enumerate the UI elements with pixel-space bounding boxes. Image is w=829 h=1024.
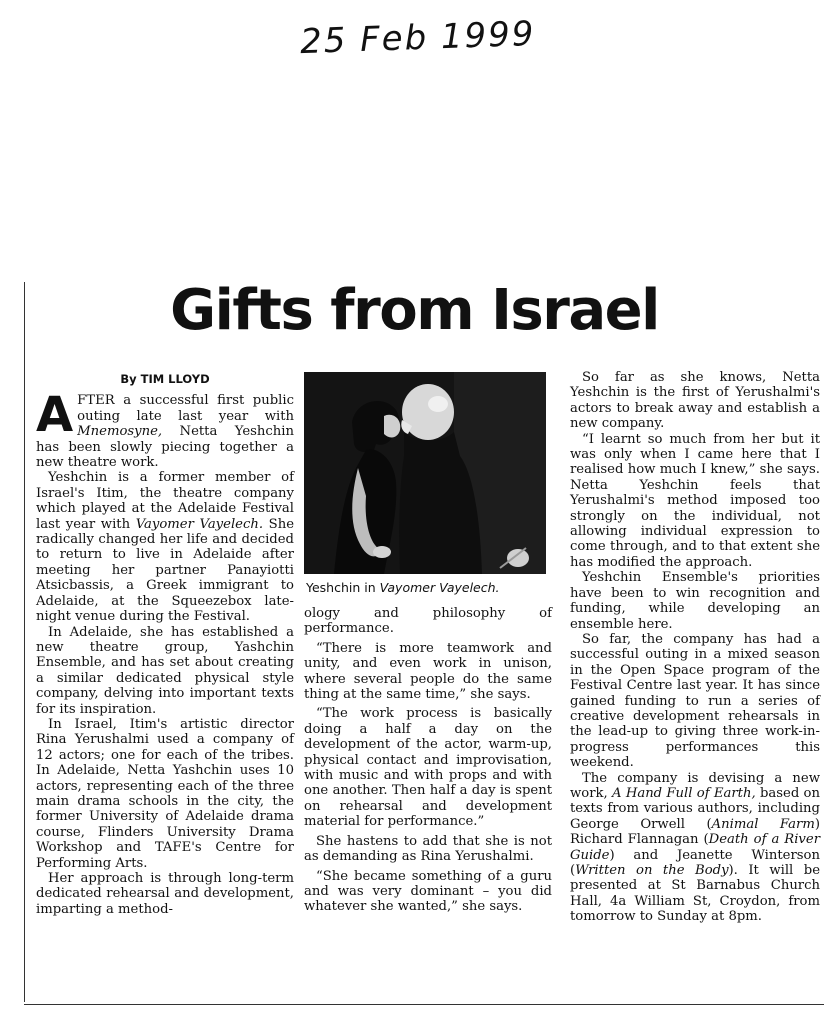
article-column-1: [36, 372, 294, 917]
paragraph: She hastens to add that she is not as demanding as Rina Yerushalmi.: [304, 833, 552, 865]
paragraph: Yeshchin is a former member of Israel's Itim, the theatre company which played at the Adelaide Festival last year with Vayomer Vayelech. She radically changed her life and decided to return to live in Adelaide after meeting her partner Panayiotti Atsicbassis, a Greek immigrant to Adelaide, at the Squeezebox late-night venue during the Festival.: [36, 470, 294, 625]
paragraph: ology and philosophy of performance.: [304, 606, 552, 637]
photo-caption: Yeshchin in Vayomer Vayelech.: [306, 580, 500, 595]
clipping-border-bottom: [24, 1004, 824, 1005]
drop-cap: A: [36, 387, 74, 444]
paragraph: “I learnt so much from her but it was only when I came here that I realised how much I knew,” she says. Netta Yeshchin feels that Yerushalmi's method imposed too strongly on the individual, not allowing individual expression to come through, and to that extent she has modified the approach.: [570, 431, 820, 570]
photo-performers-embrace: [304, 372, 546, 574]
article-column-2: [304, 606, 552, 915]
paragraph: In Adelaide, she has established a new theatre group, Yashchin Ensemble, and has set about creating a similar dedicated physical style company, delving into important texts for its inspiration.: [36, 624, 294, 717]
paragraph: “There is more teamwork and unity, and even work in unison, where several people do the same thing at the same time,” she says.: [304, 640, 552, 703]
clipping-border-left: [24, 282, 25, 1002]
paragraph: So far as she knows, Netta Yeshchin is the first of Yerushalmi's actors to break away and establish a new company.: [570, 370, 820, 432]
byline: By TIM LLOYD: [120, 372, 210, 386]
paragraph: Her approach is through long-term dedicated rehearsal and development, imparting a method-: [36, 871, 294, 917]
paragraph: “The work process is basically doing a half a day on the development of the actor, warm-up, physical contact and improvisation, with music and with props and with one another. Then half a day is spent on rehearsal and development material for performance.”: [304, 706, 552, 830]
paragraph: So far, the company has had a successful outing in a mixed season in the Open Space program of the Festival Centre last year. It has since gained funding to run a series of creative development rehearsals in the lead-up to giving three work-in-progress performances this weekend.: [570, 631, 820, 771]
handwritten-date: 25 Feb 1999: [299, 13, 537, 63]
paragraph: AFTER a successful first public outing late last year with Mnemosyne, Netta Yeshchin has been slowly piecing together a new theatre work.: [36, 387, 294, 471]
paragraph: “She became something of a guru and was very dominant – you did whatever she wanted,” she says.: [304, 868, 552, 915]
article-photo: [304, 372, 546, 574]
paragraph: The company is devising a new work, A Hand Full of Earth, based on texts from various authors, including George Orwell (Animal Farm) Richard Flannagan (Death of a River Guide) and Jeanette Winterson (Written on the Body). It will be presented at St Barnabus Church Hall, 4a William St, Croydon, from tomorrow to Sunday at 8pm.: [570, 770, 820, 925]
article-column-3: [570, 370, 820, 925]
headline: Gifts from Israel: [170, 278, 659, 343]
paragraph: Yeshchin Ensemble's priorities have been to win recognition and funding, while developing an ensemble here.: [570, 570, 820, 632]
paragraph: In Israel, Itim's artistic director Rina Yerushalmi used a company of 12 actors; one for each of the tribes. In Adelaide, Netta Yashchin uses 10 actors, representing each of the three main drama schools in the city, the former University of Adelaide drama course, Flinders University Drama Workshop and TAFE's Centre for Performing Arts.: [36, 716, 294, 871]
